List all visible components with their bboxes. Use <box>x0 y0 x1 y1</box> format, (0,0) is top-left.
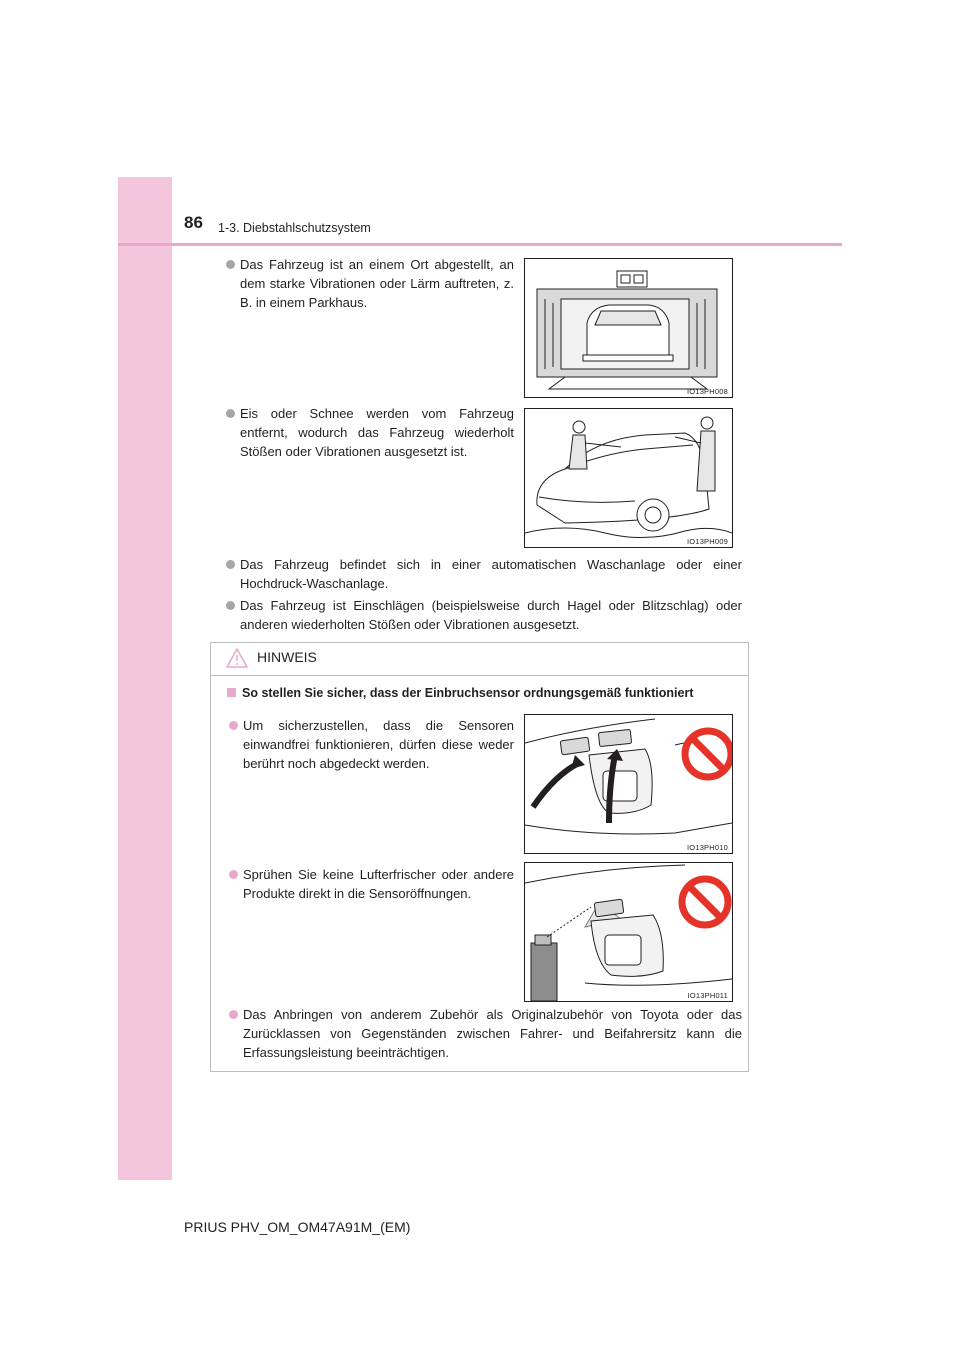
bullet-dot-icon <box>226 409 235 418</box>
header-rule <box>118 243 842 246</box>
figure-code: IO13PH010 <box>687 843 728 852</box>
list-item <box>243 716 514 773</box>
car-wash-illustration <box>524 258 733 398</box>
bullet-text: Das Fahrzeug ist an einem Ort abgestellt, an dem starke Vibrationen oder Lärm auftreten, z. B. in einem Parkhaus. <box>240 257 514 310</box>
list-item <box>240 555 742 593</box>
notice-subheading-text: So stellen Sie sicher, dass der Einbruchsensor ordnungsgemäß funktioniert <box>242 686 694 700</box>
notice-subheading <box>227 686 694 700</box>
bullet-text: Um sicherzustellen, dass die Sensoren einwandfrei funktionieren, dürfen diese weder berührt noch abgedeckt werden. <box>243 718 514 771</box>
chapter-side-tab <box>118 177 172 1180</box>
notice-divider <box>211 675 748 676</box>
page-number: 86 <box>184 213 203 232</box>
list-item <box>243 1005 742 1062</box>
bullet-text: Das Fahrzeug befindet sich in einer automatischen Waschanlage oder einer Hochdruck-Waschanlage. <box>240 557 742 591</box>
document-footer: PRIUS PHV_OM_OM47A91M_(EM) <box>184 1219 411 1235</box>
warning-triangle-icon <box>225 647 249 669</box>
section-title: 1-3. Diebstahlschutzsystem <box>218 221 371 235</box>
figure-code: IO13PH008 <box>687 387 728 396</box>
figure-code: IO13PH011 <box>687 991 728 1000</box>
bullet-dot-icon <box>229 870 238 879</box>
bullet-dot-icon <box>226 560 235 569</box>
bullet-dot-icon <box>226 260 235 269</box>
figure-code: IO13PH009 <box>687 537 728 546</box>
list-item <box>240 404 514 461</box>
bullet-text: Eis oder Schnee werden vom Fahrzeug entfernt, wodurch das Fahrzeug wiederholt Stößen oder Vibrationen ausgesetzt ist. <box>240 406 514 459</box>
spray-illustration <box>524 862 733 1002</box>
square-bullet-icon <box>227 688 236 697</box>
bullet-text: Das Anbringen von anderem Zubehör als Originalzubehör von Toyota oder das Zurücklassen von Gegenständen zwischen Fahrer- und Beifahrersitz kann die Erfassungsleistung beeinträchtigen. <box>243 1007 742 1060</box>
bullet-dot-icon <box>229 1010 238 1019</box>
bullet-text: Das Fahrzeug ist Einschlägen (beispielsweise durch Hagel oder Blitzschlag) oder anderen wiederholten Stößen oder Vibrationen ausgesetzt. <box>240 598 742 632</box>
bullet-text: Sprühen Sie keine Lufterfrischer oder andere Produkte direkt in die Sensoröffnungen. <box>243 867 514 901</box>
list-item <box>240 255 514 312</box>
list-item <box>240 596 742 634</box>
notice-label: HINWEIS <box>257 649 317 665</box>
snow-removal-illustration <box>524 408 733 548</box>
bullet-dot-icon <box>229 721 238 730</box>
bullet-dot-icon <box>226 601 235 610</box>
list-item <box>243 865 514 903</box>
sensor-touch-illustration <box>524 714 733 854</box>
